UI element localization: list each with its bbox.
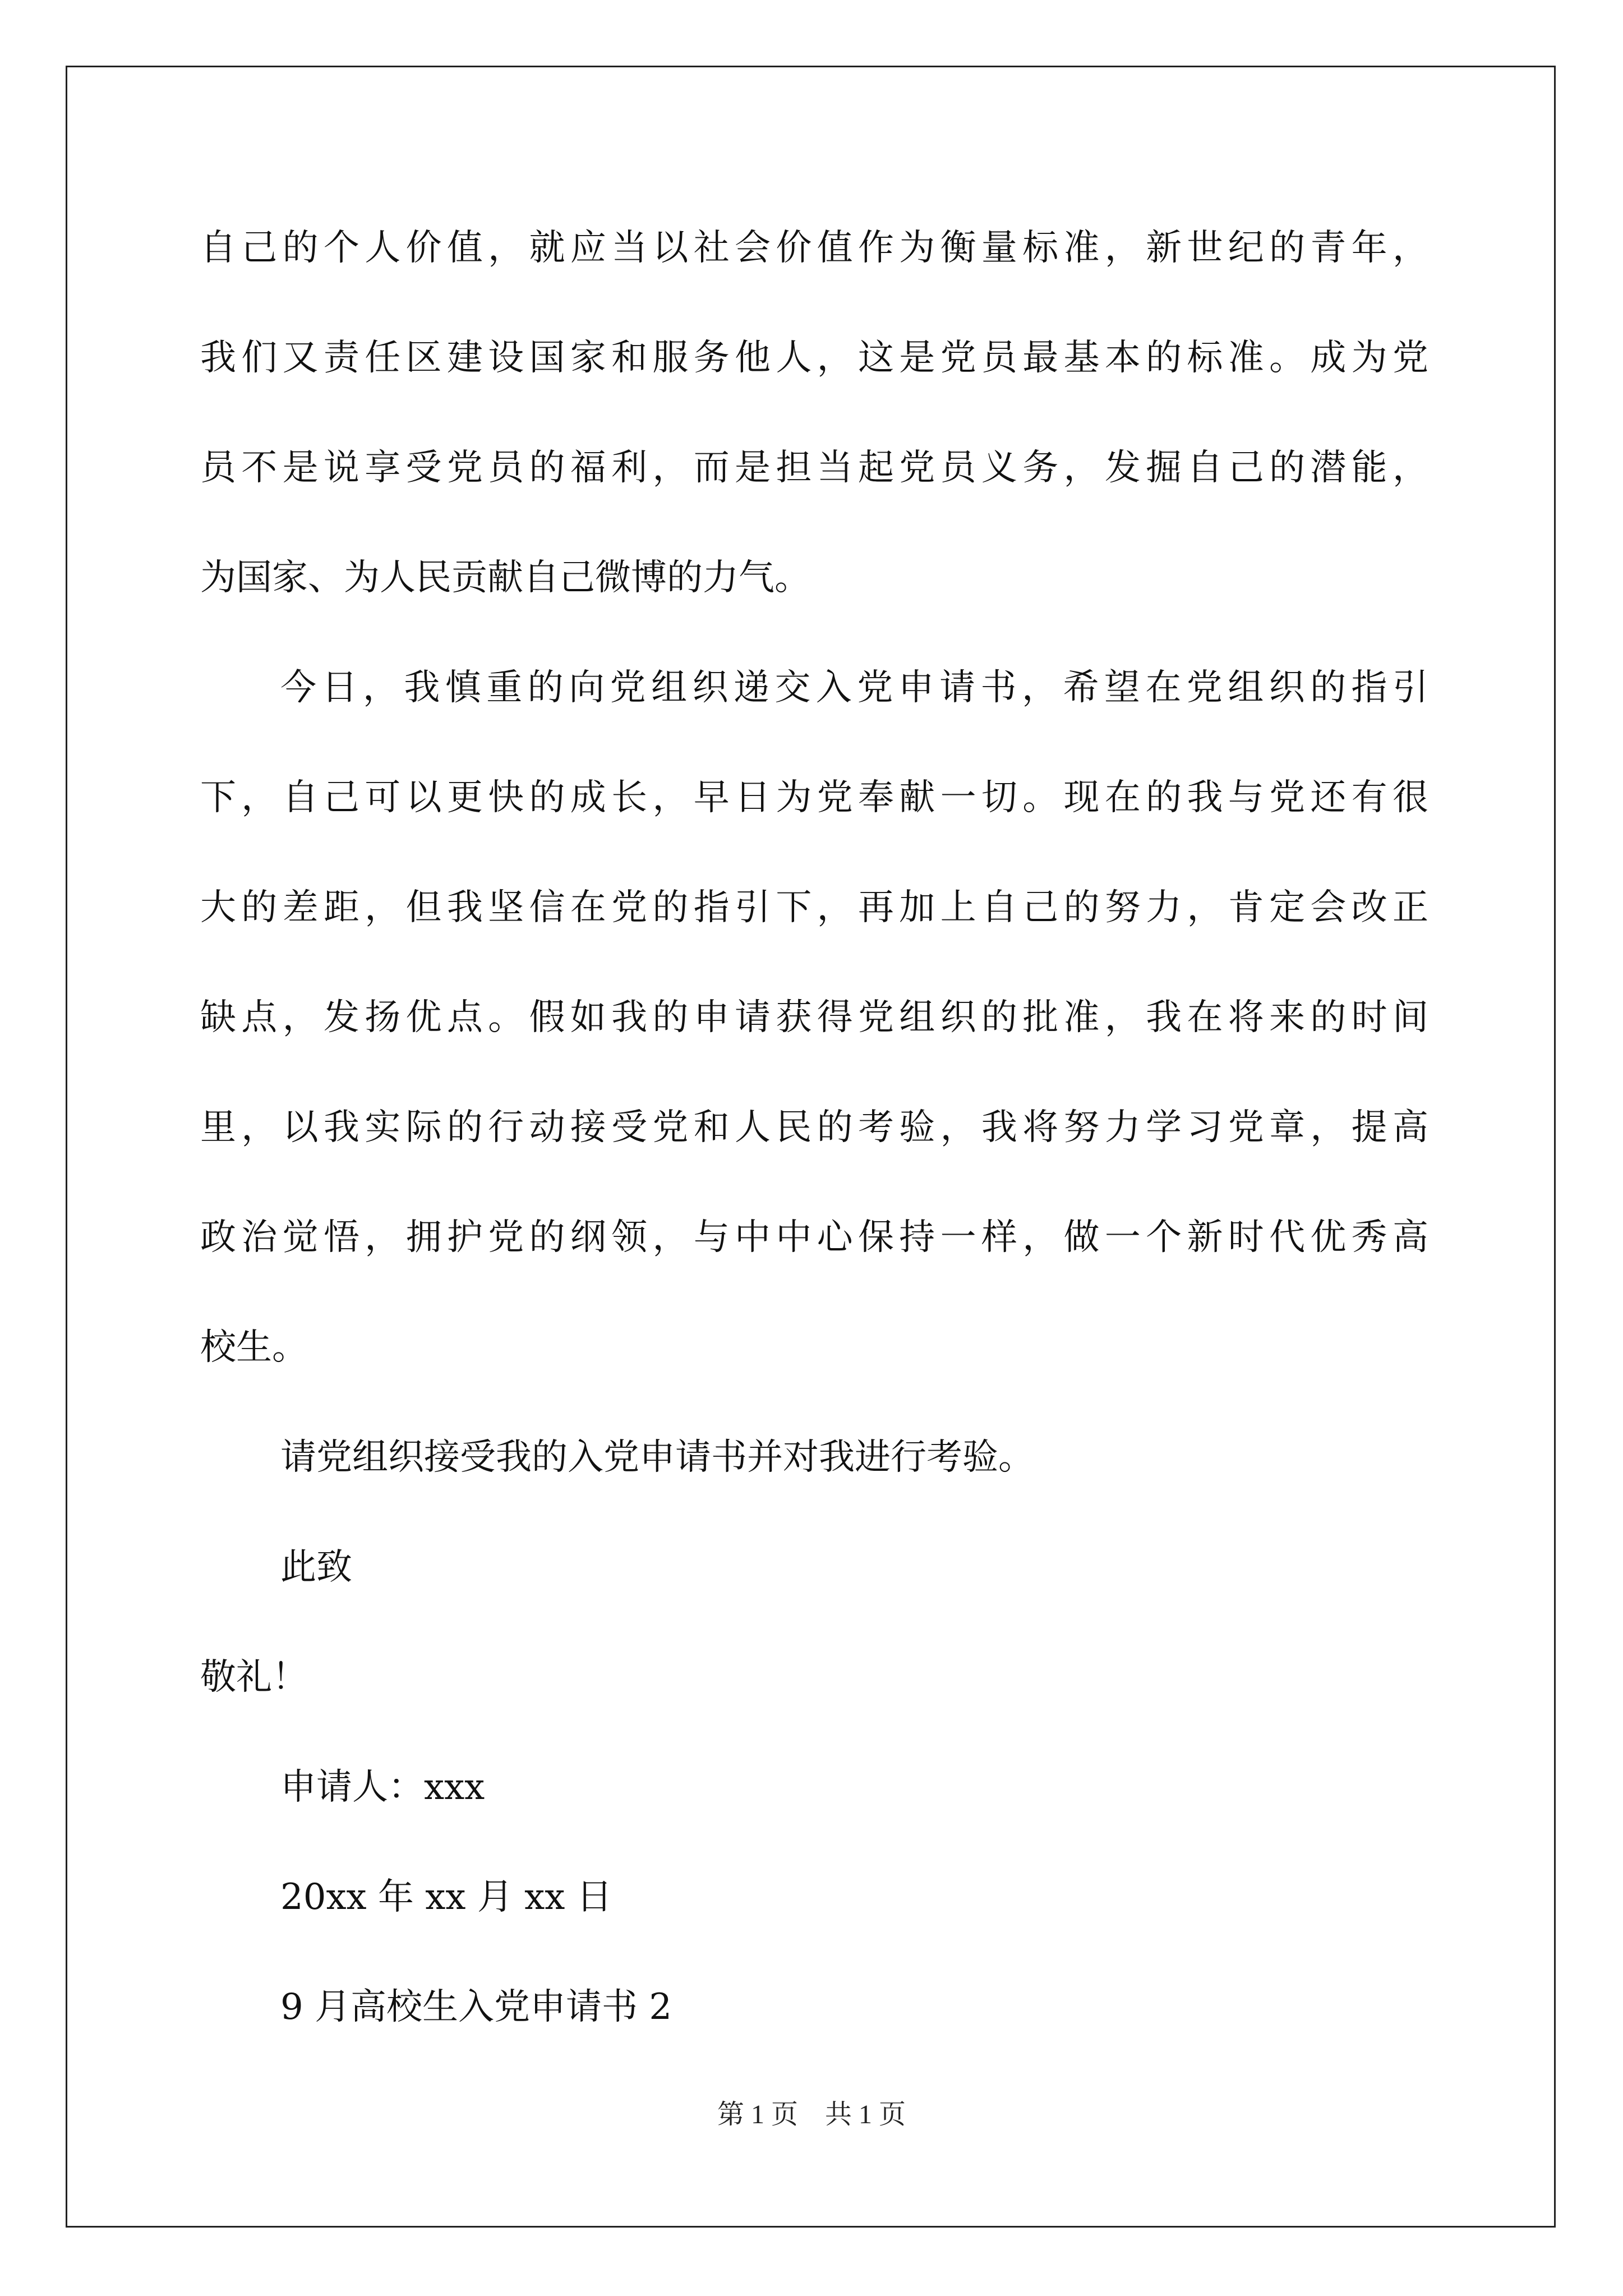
request-line: 请党组织接受我的入党申请书并对我进行考验。 bbox=[280, 1437, 1034, 1478]
body-line-3: 员不是说享受党员的福利，而是担当起党员义务，发掘自己的潜能， bbox=[200, 447, 1428, 489]
paragraph-2-line-2: 下，自己可以更快的成长，早日为党奉献一切。现在的我与党还有很 bbox=[200, 777, 1428, 818]
closing-jingli: 敬礼！ bbox=[200, 1657, 308, 1698]
paragraph-2-line-4: 缺点，发扬优点。假如我的申请获得党组织的批准，我在将来的时间 bbox=[200, 997, 1428, 1038]
body-line-4: 为国家、为人民贡献自己微博的力气。 bbox=[200, 557, 810, 599]
application-date: 20xx 年 xx 月 xx 日 bbox=[280, 1876, 612, 1918]
applicant-signature: 申请人：xxx bbox=[280, 1766, 485, 1808]
paragraph-2-line-3: 大的差距，但我坚信在党的指引下，再加上自己的努力，肯定会改正 bbox=[200, 887, 1428, 928]
page-number-footer: 第 1 页 共 1 页 bbox=[717, 2100, 906, 2129]
paragraph-2-line-6: 政治觉悟，拥护党的纲领，与中中心保持一样，做一个新时代优秀高 bbox=[200, 1217, 1428, 1258]
paragraph-2-line-5: 里，以我实际的行动接受党和人民的考验，我将努力学习党章，提高 bbox=[200, 1107, 1428, 1148]
next-section-title: 9 月高校生入党申请书 2 bbox=[280, 1986, 672, 2028]
body-line-2: 我们又责任区建设国家和服务他人，这是党员最基本的标准。成为党 bbox=[200, 337, 1428, 379]
closing-cizhi: 此致 bbox=[280, 1547, 352, 1588]
paragraph-2-line-1: 今日，我慎重的向党组织递交入党申请书，希望在党组织的指引 bbox=[280, 667, 1428, 708]
body-line-1: 自己的个人价值，就应当以社会价值作为衡量标准，新世纪的青年， bbox=[200, 227, 1428, 269]
paragraph-2-line-7: 校生。 bbox=[200, 1327, 308, 1368]
